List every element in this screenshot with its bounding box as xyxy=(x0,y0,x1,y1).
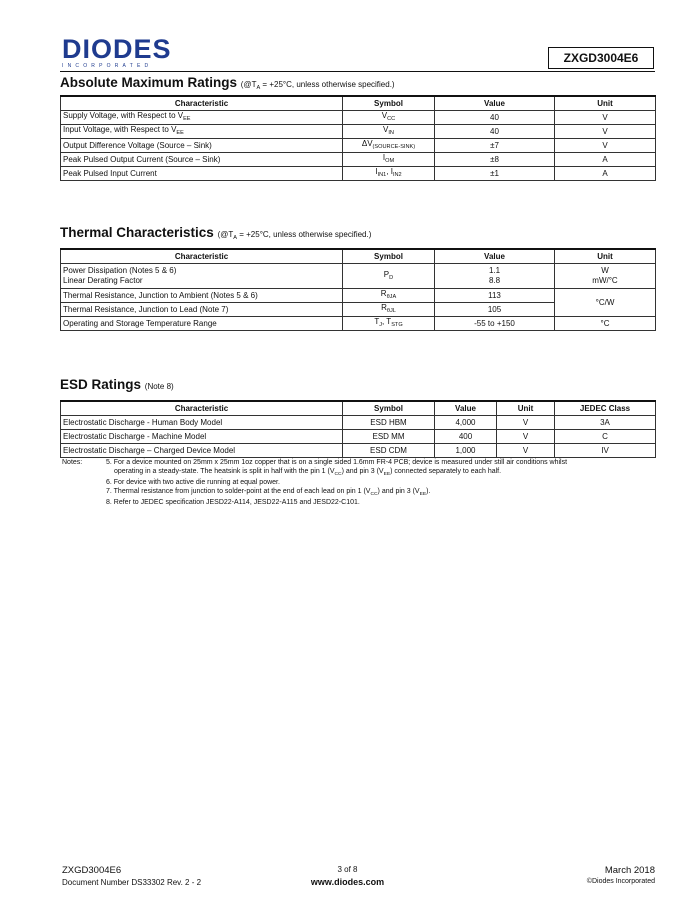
header-rule xyxy=(60,71,655,72)
esd-heading: ESD Ratings xyxy=(60,377,142,392)
cell-unit: V xyxy=(555,125,656,139)
logo-wordmark: DIODES xyxy=(62,34,172,64)
cell-value: 1.1 8.8 xyxy=(435,264,555,289)
col-header: Value xyxy=(435,401,497,416)
cell-symbol: $R_{\theta JA}$ xyxy=(343,289,435,303)
cell-characteristic: Input Voltage, with Respect to $V_{EE}$ xyxy=(61,125,343,139)
cell-characteristic: Peak Pulsed Output Current (Source – Sink) xyxy=(61,153,343,167)
cell-unit: V xyxy=(497,416,555,430)
col-header: Characteristic xyxy=(61,249,343,264)
thermal-heading: Thermal Characteristics xyxy=(60,225,214,240)
note-7: 7. Thermal resistance from junction to solder-point at the end of each lead on pin 1 $(V_{CC})$ and pin 3 $(V_{EE})$. xyxy=(106,487,431,497)
cell-value: -55 to +150 xyxy=(435,317,555,331)
cell-jedec-class: IV xyxy=(555,444,656,458)
note-5-cont: operating in a steady-state. The heatsink is split in half with the pin 1 $(V_{CC})$ and pin 3 $(V_{EE})$ connected separately to each half. xyxy=(114,467,502,477)
footer-page-number: 3 of 8 xyxy=(337,865,358,874)
cell-characteristic: Thermal Resistance, Junction to Ambient (Notes 5 & 6) xyxy=(61,289,343,303)
table-header-row xyxy=(61,249,656,264)
note-5: 5. For a device mounted on 25mm x 25mm 1oz copper that is on a single sided 1.6mm FR-4 PCB; device is measured under still air conditions whilst xyxy=(106,459,568,466)
cell-value: 400 xyxy=(435,430,497,444)
footer-url: www.diodes.com xyxy=(310,877,385,887)
abs-max-subtitle: ($@T_A = +25^\circ C$, unless otherwise specified.) xyxy=(240,80,395,91)
col-header: Value xyxy=(435,96,555,111)
cell-value: 4,000 xyxy=(435,416,497,430)
footer-document-number: Document Number DS33302 Rev. 2 - 2 xyxy=(62,878,202,887)
cell-value: 1,000 xyxy=(435,444,497,458)
cell-symbol: ESD MM xyxy=(343,430,435,444)
col-header: Unit xyxy=(555,96,656,111)
esd-subtitle: (Note 8) xyxy=(144,382,174,391)
table-row xyxy=(61,139,656,153)
thermal-table xyxy=(60,248,656,331)
thermal-subtitle: ($@T_A = +25^\circ C$, unless otherwise specified.) xyxy=(217,230,372,241)
cell-characteristic: Power Dissipation (Notes 5 & 6) Linear Derating Factor xyxy=(61,264,343,289)
cell-jedec-class: 3A xyxy=(555,416,656,430)
cell-value: 105 xyxy=(435,303,555,317)
table-row xyxy=(61,289,656,303)
cell-characteristic: Thermal Resistance, Junction to Lead (Note 7) xyxy=(61,303,343,317)
cell-characteristic: Electrostatic Discharge – Charged Device Model xyxy=(61,444,343,458)
cell-symbol: ESD CDM xyxy=(343,444,435,458)
col-header: Unit xyxy=(497,401,555,416)
cell-characteristic: Peak Pulsed Input Current xyxy=(61,167,343,181)
cell-value: 40 xyxy=(435,111,555,125)
table-row xyxy=(61,111,656,125)
cell-symbol: $\Delta V_{(SOURCE-SINK)}$ xyxy=(343,139,435,153)
cell-characteristic: Operating and Storage Temperature Range xyxy=(61,317,343,331)
cell-jedec-class: C xyxy=(555,430,656,444)
table-row xyxy=(61,416,656,430)
cell-value: ±7 xyxy=(435,139,555,153)
esd-table xyxy=(60,400,656,458)
col-header: Symbol xyxy=(343,249,435,264)
abs-max-table xyxy=(60,95,656,181)
cell-value: ±8 xyxy=(435,153,555,167)
cell-unit: A xyxy=(555,153,656,167)
cell-unit: A xyxy=(555,167,656,181)
table-header-row xyxy=(61,96,656,111)
note-8: 8. Refer to JEDEC specification JESD22-A114, JESD22-A115 and JESD22-C101. xyxy=(106,499,360,507)
footer-date: March 2018 xyxy=(604,865,655,876)
note-6: 6. For device with two active die running at equal power. xyxy=(106,479,280,487)
table-row xyxy=(61,430,656,444)
cell-unit: V xyxy=(497,444,555,458)
notes-block xyxy=(62,459,657,508)
cell-characteristic: Output Difference Voltage (Source – Sink) xyxy=(61,139,343,153)
cell-characteristic: Supply Voltage, with Respect to $V_{EE}$ xyxy=(61,111,343,125)
table-row xyxy=(61,125,656,139)
part-number-box: ZXGD3004E6 xyxy=(548,47,654,69)
footer-part-number: ZXGD3004E6 xyxy=(62,865,122,876)
table-row xyxy=(61,153,656,167)
footer-copyright: ©Diodes Incorporated xyxy=(586,878,655,885)
thermal-title xyxy=(60,225,371,241)
cell-unit: °C xyxy=(555,317,656,331)
col-header: Symbol xyxy=(343,401,435,416)
table-row xyxy=(61,317,656,331)
col-header: JEDEC Class xyxy=(555,401,656,416)
cell-characteristic: Electrostatic Discharge - Machine Model xyxy=(61,430,343,444)
cell-value: 113 xyxy=(435,289,555,303)
cell-symbol: $V_{CC}$ xyxy=(343,111,435,125)
abs-max-title xyxy=(60,75,395,91)
cell-symbol: $I_{OM}$ xyxy=(343,153,435,167)
col-header: Unit xyxy=(555,249,656,264)
col-header: Characteristic xyxy=(61,401,343,416)
table-row xyxy=(61,444,656,458)
col-header: Value xyxy=(435,249,555,264)
diodes-logo xyxy=(62,36,197,70)
cell-unit: °C/W xyxy=(555,289,656,317)
abs-max-heading: Absolute Maximum Ratings xyxy=(60,75,238,90)
table-header-row xyxy=(61,401,656,416)
cell-value: 40 xyxy=(435,125,555,139)
cell-symbol: $I_{IN1}$, $I_{IN2}$ xyxy=(343,167,435,181)
cell-symbol: $T_J$, $T_{STG}$ xyxy=(343,317,435,331)
cell-symbol: $V_{IN}$ xyxy=(343,125,435,139)
cell-value: ±1 xyxy=(435,167,555,181)
cell-unit: W mW/°C xyxy=(555,264,656,289)
cell-unit: V xyxy=(497,430,555,444)
cell-characteristic: Electrostatic Discharge - Human Body Model xyxy=(61,416,343,430)
cell-unit: V xyxy=(555,111,656,125)
col-header: Symbol xyxy=(343,96,435,111)
notes-label: Notes: xyxy=(62,459,83,466)
cell-symbol: ESD HBM xyxy=(343,416,435,430)
table-row xyxy=(61,167,656,181)
logo-subtext: INCORPORATED xyxy=(62,63,153,69)
cell-unit: V xyxy=(555,139,656,153)
col-header: Characteristic xyxy=(61,96,343,111)
cell-symbol: $P_D$ xyxy=(343,264,435,289)
cell-symbol: $R_{\theta JL}$ xyxy=(343,303,435,317)
esd-title xyxy=(60,377,174,392)
table-row xyxy=(61,264,656,289)
